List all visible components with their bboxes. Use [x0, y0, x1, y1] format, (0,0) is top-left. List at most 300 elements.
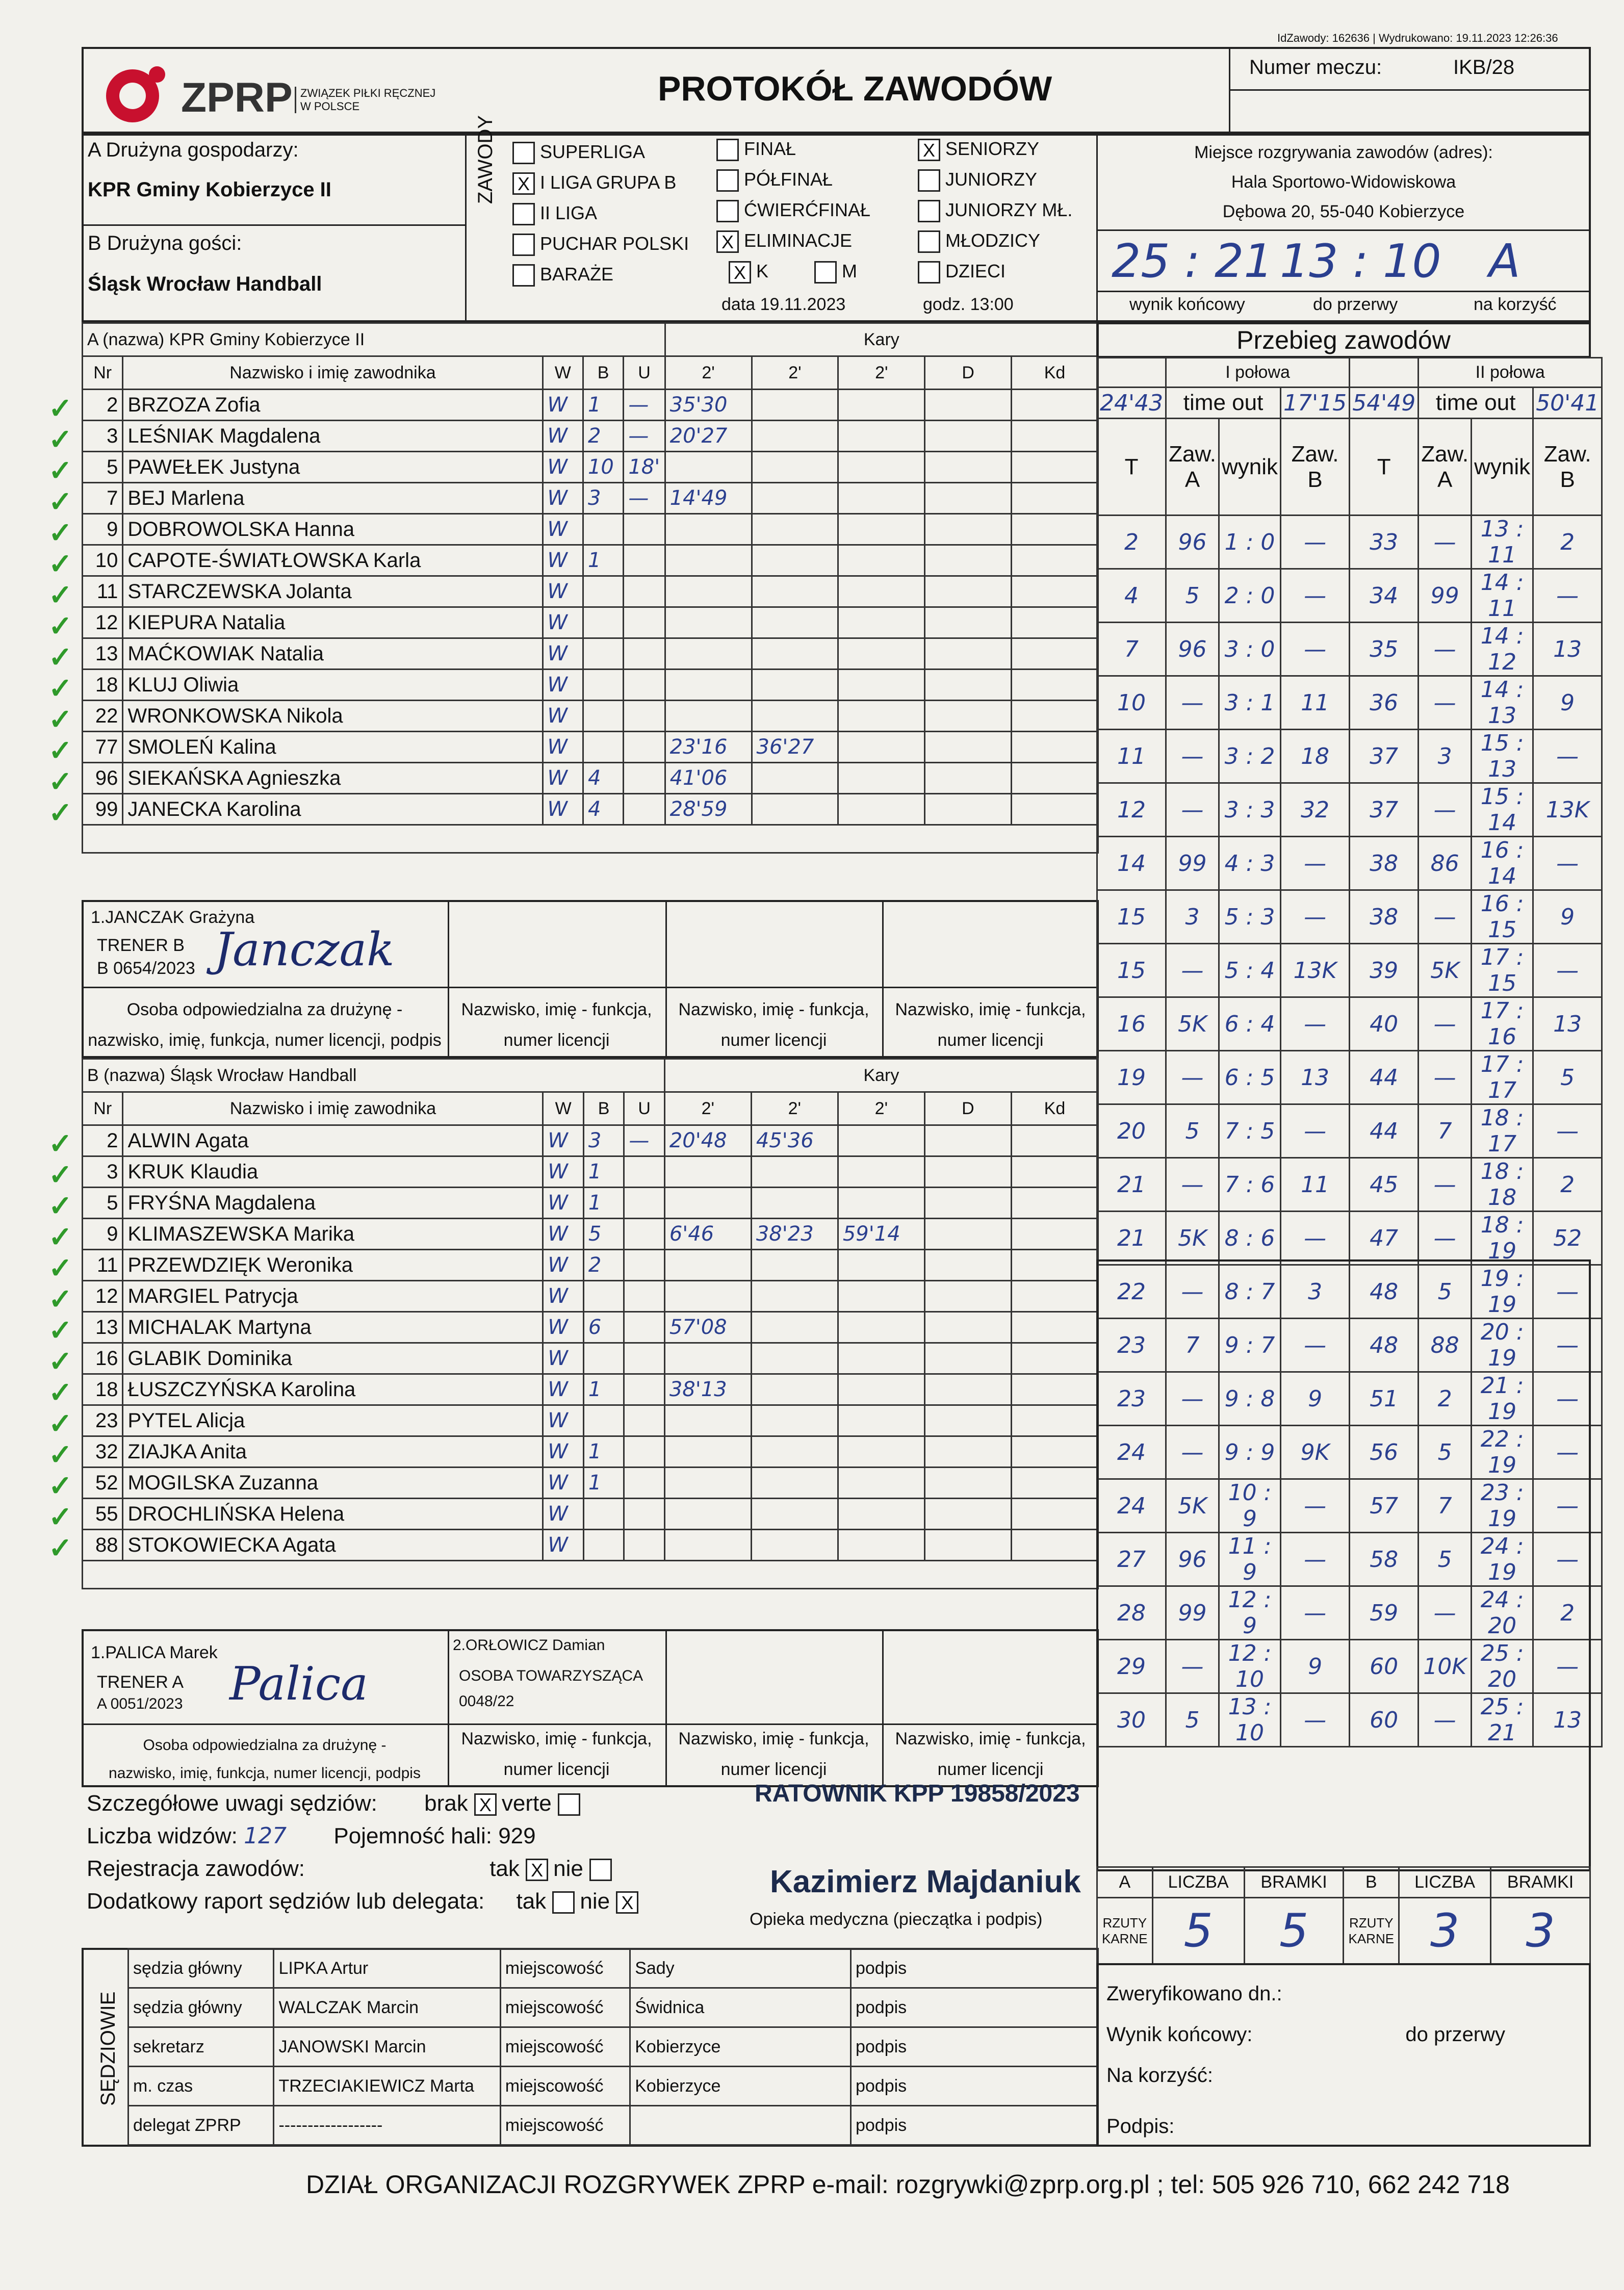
- flow-cell: 13: [1281, 1051, 1350, 1104]
- flow-cell: 86: [1419, 837, 1472, 890]
- player-penalty-1: [664, 1499, 751, 1530]
- checkmark-icon: ✓: [48, 703, 72, 735]
- flow-cell: 15 : 14: [1472, 783, 1533, 837]
- referee-row: [128, 2106, 1098, 2145]
- team-a-name: KPR Gminy Kobierzyce II: [88, 178, 331, 201]
- flow-cell: 28: [1097, 1586, 1166, 1640]
- flow-cell: —: [1419, 1212, 1472, 1265]
- team-a-player-row: [83, 390, 1098, 421]
- flow-row: [1097, 676, 1602, 730]
- flow-cell: 13 : 11: [1472, 516, 1533, 569]
- player-empty-cell: [925, 545, 1012, 576]
- flow-cell: —: [1281, 1104, 1350, 1158]
- flow-cell: 19 : 19: [1472, 1265, 1533, 1319]
- player-w: W: [543, 1468, 583, 1499]
- flow-cell: 34: [1350, 569, 1419, 623]
- flow-cell: 14: [1097, 837, 1166, 890]
- player-empty-cell: [925, 638, 1012, 670]
- flow-cell: 3: [1419, 730, 1472, 783]
- player-w: W: [543, 390, 583, 421]
- flow-cell: 88: [1419, 1319, 1472, 1372]
- winner-label: na korzyść: [1474, 295, 1557, 314]
- player-warning: —: [624, 483, 665, 514]
- player-penalty-1: 38'13: [664, 1374, 751, 1405]
- flow-cell: 7: [1419, 1104, 1472, 1158]
- flow-cell: —: [1166, 783, 1219, 837]
- player-penalty-3: [838, 1250, 924, 1281]
- flow-cell: 38: [1350, 890, 1419, 944]
- checkmark-icon: ✓: [48, 641, 72, 673]
- flow-cell: 3 : 3: [1219, 783, 1281, 837]
- player-empty-cell: [924, 1468, 1011, 1499]
- flow-cell: —: [1419, 676, 1472, 730]
- player-number: 2: [83, 390, 123, 421]
- player-penalty-3: [838, 1281, 924, 1312]
- player-name: PAWEŁEK Justyna: [123, 452, 543, 483]
- flow-cell: —: [1533, 1426, 1602, 1479]
- player-goals: [583, 1281, 624, 1312]
- town-label: miejscowość: [500, 1988, 630, 2027]
- player-w: W: [543, 763, 583, 794]
- flow-cell: 7: [1419, 1479, 1472, 1533]
- flow-cell: 2: [1533, 1586, 1602, 1640]
- referee-role: m. czas: [128, 2067, 274, 2106]
- team-a-player-row: [83, 638, 1098, 670]
- player-empty-cell: [1012, 670, 1098, 701]
- player-empty-cell: [1011, 1374, 1098, 1405]
- player-penalty-1: [665, 638, 752, 670]
- player-penalty-2: 36'27: [752, 732, 838, 763]
- flow-cell: —: [1166, 730, 1219, 783]
- flow-cell: 96: [1166, 1533, 1219, 1586]
- competition-ii-liga: II LIGA: [512, 198, 689, 228]
- flow-cell: 2: [1419, 1372, 1472, 1426]
- player-name: LEŚNIAK Magdalena: [123, 421, 543, 452]
- player-name: KRUK Klaudia: [123, 1156, 543, 1188]
- player-penalty-1: [664, 1188, 751, 1219]
- flow-cell: 39: [1350, 944, 1419, 997]
- flow-cell: —: [1419, 890, 1472, 944]
- player-penalty-2: [752, 421, 838, 452]
- match-time: godz. 13:00: [923, 295, 1014, 314]
- sign-label: podpis: [850, 2067, 1098, 2106]
- flow-cell: 3: [1281, 1265, 1350, 1319]
- player-w: W: [543, 545, 583, 576]
- flow-cell: 10: [1097, 676, 1166, 730]
- player-penalty-2: [751, 1436, 838, 1468]
- verification-block: Zweryfikowano dn.: Wynik końcowy: do przerwy Na korzyść: Podpis:: [1106, 1983, 1506, 2138]
- competition-i-liga: X I LIGA GRUPA B: [512, 167, 689, 198]
- flow-row: [1097, 623, 1602, 676]
- checkmark-icon: ✓: [48, 1470, 72, 1502]
- category-list: [918, 134, 1072, 287]
- checkmark-icon: ✓: [48, 1376, 72, 1408]
- player-empty-cell: [1012, 483, 1098, 514]
- team-b-player-row: [83, 1405, 1098, 1436]
- player-w: W: [543, 1188, 583, 1219]
- player-empty-cell: [1012, 794, 1098, 825]
- flow-cell: 7 : 5: [1219, 1104, 1281, 1158]
- team-a-heading: A (nazwa) KPR Gminy Kobierzyce II: [83, 323, 665, 356]
- flow-cell: 37: [1350, 730, 1419, 783]
- flow-cell: 16 : 15: [1472, 890, 1533, 944]
- sign-label: podpis: [850, 2106, 1098, 2145]
- flow-cell: 18 : 18: [1472, 1158, 1533, 1212]
- team-b-player-row: [83, 1125, 1098, 1156]
- player-goals: [583, 701, 623, 732]
- flow-cell: —: [1533, 1372, 1602, 1426]
- player-empty-cell: [1011, 1250, 1098, 1281]
- player-goals: [583, 732, 623, 763]
- player-warning: 18': [624, 452, 665, 483]
- team-b-heading: B (nazwa) Śląsk Wrocław Handball: [83, 1059, 665, 1092]
- player-penalty-2: [752, 545, 838, 576]
- flow-cell: 60: [1350, 1640, 1419, 1693]
- checkmark-icon: ✓: [48, 517, 72, 549]
- checkmark-icon: ✓: [48, 454, 72, 486]
- player-penalty-2: 38'23: [751, 1219, 838, 1250]
- flow-cell: —: [1419, 1158, 1472, 1212]
- flow-cell: —: [1533, 569, 1602, 623]
- team-b-player-row: [83, 1250, 1098, 1281]
- flow-cell: —: [1533, 1533, 1602, 1586]
- player-w: W: [543, 1436, 583, 1468]
- checkmark-icon: ✓: [48, 1345, 72, 1377]
- checkmark-icon: ✓: [48, 392, 72, 424]
- checkmark-icon: ✓: [48, 1283, 72, 1315]
- player-empty-cell: [925, 701, 1012, 732]
- player-warning: [624, 1281, 664, 1312]
- player-warning: [624, 1219, 664, 1250]
- flow-cell: 37: [1350, 783, 1419, 837]
- checkmark-icon: ✓: [48, 1532, 72, 1564]
- player-number: 11: [83, 1250, 123, 1281]
- player-empty-cell: [924, 1156, 1011, 1188]
- player-goals: 4: [583, 794, 623, 825]
- player-name: MOGILSKA Zuzanna: [123, 1468, 543, 1499]
- team-b-player-row: [83, 1312, 1098, 1343]
- spectators-value: 127: [244, 1823, 287, 1849]
- checkmark-icon: ✓: [48, 1159, 72, 1191]
- player-number: 2: [83, 1125, 123, 1156]
- team-b-label: B Drużyna gości:: [88, 232, 242, 254]
- player-goals: 2: [583, 421, 623, 452]
- player-empty-cell: [1012, 763, 1098, 794]
- penalties-b-goals: 3: [1491, 1898, 1590, 1964]
- checkmark-icon: ✓: [48, 423, 72, 455]
- flow-row: [1097, 783, 1602, 837]
- flow-cell: 7: [1166, 1319, 1219, 1372]
- match-date: data 19.11.2023: [721, 295, 846, 314]
- player-warning: —: [624, 421, 665, 452]
- flow-cell: 15: [1097, 944, 1166, 997]
- flow-cell: 5K: [1166, 1212, 1219, 1265]
- town-label: miejscowość: [500, 2027, 630, 2067]
- player-penalty-2: [751, 1343, 838, 1374]
- player-warning: [624, 545, 665, 576]
- player-empty-cell: [924, 1405, 1011, 1436]
- flow-cell: —: [1281, 837, 1350, 890]
- flow-cell: 58: [1350, 1533, 1419, 1586]
- handball-logo-icon: [97, 60, 189, 126]
- checkmark-icon: ✓: [48, 579, 72, 611]
- player-number: 9: [83, 514, 123, 545]
- flow-cell: 10 : 9: [1219, 1479, 1281, 1533]
- phase-quarter: ĆWIERĆFINAŁ: [716, 195, 870, 225]
- player-penalty-2: [752, 483, 838, 514]
- player-penalty-2: [752, 576, 838, 607]
- flow-cell: 24 : 19: [1472, 1533, 1533, 1586]
- flow-cell: —: [1166, 676, 1219, 730]
- player-name: KLUJ Oliwia: [123, 670, 543, 701]
- flow-cell: 2 : 0: [1219, 569, 1281, 623]
- flow-cell: 6 : 5: [1219, 1051, 1281, 1104]
- flow-cell: 12 : 10: [1219, 1640, 1281, 1693]
- team-a-player-row: [83, 514, 1098, 545]
- player-warning: [624, 701, 665, 732]
- flow-cell: 52: [1533, 1212, 1602, 1265]
- player-name: SIEKAŃSKA Agnieszka: [123, 763, 543, 794]
- player-empty-cell: [1012, 638, 1098, 670]
- checkmark-icon: ✓: [48, 610, 72, 642]
- flow-cell: 99: [1166, 837, 1219, 890]
- player-warning: [624, 794, 665, 825]
- player-number: 5: [83, 1188, 123, 1219]
- checkmark-icon: ✓: [48, 672, 72, 704]
- player-empty-cell: [925, 607, 1012, 638]
- flow-cell: 20: [1097, 1104, 1166, 1158]
- player-w: W: [543, 483, 583, 514]
- referees-table-wrap: [127, 1948, 1099, 2146]
- player-w: W: [543, 1499, 583, 1530]
- team-b-player-row: [83, 1530, 1098, 1561]
- player-penalty-1: [664, 1530, 751, 1561]
- player-penalty-3: [838, 1125, 924, 1156]
- flow-cell: —: [1419, 1051, 1472, 1104]
- flow-cell: 2: [1097, 516, 1166, 569]
- player-number: 88: [83, 1530, 123, 1561]
- flow-cell: 44: [1350, 1104, 1419, 1158]
- player-penalty-1: 6'46: [664, 1219, 751, 1250]
- medical-stamp-line1: RATOWNIK KPP 19858/2023: [755, 1780, 1080, 1807]
- player-number: 77: [83, 732, 123, 763]
- checkmark-icon: ✓: [48, 734, 72, 766]
- player-w: W: [543, 1343, 583, 1374]
- flow-cell: 5: [1419, 1533, 1472, 1586]
- player-number: 11: [83, 576, 123, 607]
- flow-cell: —: [1166, 1372, 1219, 1426]
- player-name: FRYŚNA Magdalena: [123, 1188, 543, 1219]
- player-w: W: [543, 1405, 583, 1436]
- flow-cell: 4 : 3: [1219, 837, 1281, 890]
- flow-cell: 7: [1097, 623, 1166, 676]
- player-number: 3: [83, 421, 123, 452]
- phase-list: [716, 134, 870, 287]
- flow-cell: 14 : 12: [1472, 623, 1533, 676]
- player-penalty-2: [752, 701, 838, 732]
- referee-role: sędzia główny: [128, 1949, 274, 1988]
- flow-cell: 14 : 13: [1472, 676, 1533, 730]
- competition-puchar: PUCHAR POLSKI: [512, 228, 689, 259]
- team-a-player-row: [83, 421, 1098, 452]
- sign-label: podpis: [850, 2027, 1098, 2067]
- player-penalty-2: [751, 1405, 838, 1436]
- flow-cell: —: [1166, 1158, 1219, 1212]
- competition-superliga: SUPERLIGA: [512, 137, 689, 167]
- team-b-official2-licence: 0048/22: [459, 1693, 514, 1710]
- player-goals: 2: [583, 1250, 624, 1281]
- town-label: miejscowość: [500, 2067, 630, 2106]
- player-number: 18: [83, 670, 123, 701]
- phase-elim: X ELIMINACJE: [716, 225, 870, 256]
- player-penalty-2: [751, 1281, 838, 1312]
- player-penalty-3: 59'14: [838, 1219, 924, 1250]
- flow-cell: 13K: [1533, 783, 1602, 837]
- checkmark-icon: ✓: [48, 796, 72, 829]
- flow-cell: —: [1281, 1533, 1350, 1586]
- player-warning: [624, 1343, 664, 1374]
- team-b-player-row: [83, 1281, 1098, 1312]
- player-empty-cell: [1011, 1468, 1098, 1499]
- flow-cell: 30: [1097, 1693, 1166, 1747]
- player-empty-cell: [924, 1188, 1011, 1219]
- flow-cell: —: [1533, 1479, 1602, 1533]
- flow-cell: 8 : 7: [1219, 1265, 1281, 1319]
- player-penalty-3: [838, 763, 925, 794]
- player-penalty-3: [838, 1343, 924, 1374]
- player-name: MAĆKOWIAK Natalia: [123, 638, 543, 670]
- flow-cell: 99: [1419, 569, 1472, 623]
- player-goals: 3: [583, 483, 623, 514]
- player-penalty-3: [838, 670, 925, 701]
- checkmark-icon: ✓: [48, 1190, 72, 1222]
- flow-cell: —: [1419, 623, 1472, 676]
- flow-cell: 24: [1097, 1479, 1166, 1533]
- flow-cell: 17 : 15: [1472, 944, 1533, 997]
- checkmark-icon: ✓: [48, 485, 72, 518]
- flow-heading: Przebieg zawodów: [1236, 326, 1451, 354]
- player-goals: 1: [583, 1188, 624, 1219]
- player-penalty-1: [665, 576, 752, 607]
- flow-cell: 9: [1281, 1372, 1350, 1426]
- player-w: W: [543, 1312, 583, 1343]
- flow-cell: 9: [1533, 676, 1602, 730]
- player-penalty-1: [664, 1405, 751, 1436]
- player-empty-cell: [924, 1250, 1011, 1281]
- medical-stamp-line2: Kazimierz Majdaniuk: [770, 1864, 1081, 1899]
- footer-contact: DZIAŁ ORGANIZACJI ROZGRYWEK ZPRP e-mail: rozgrywki@zprp.org.pl ; tel: 505 926 710, 662 242 718: [306, 2170, 1510, 2199]
- player-penalty-1: [664, 1250, 751, 1281]
- player-name: STOKOWIECKA Agata: [123, 1530, 543, 1561]
- match-number-label: Numer meczu:: [1249, 56, 1382, 79]
- category-seniorzy: X SENIORZY: [918, 134, 1072, 164]
- player-warning: [624, 1530, 664, 1561]
- flow-cell: —: [1281, 623, 1350, 676]
- player-empty-cell: [924, 1436, 1011, 1468]
- half-score-label: do przerwy: [1313, 295, 1398, 314]
- flow-cell: 35: [1350, 623, 1419, 676]
- flow-cell: —: [1281, 1693, 1350, 1747]
- flow-cell: 22: [1097, 1265, 1166, 1319]
- flow-cell: 13: [1533, 1693, 1602, 1747]
- player-penalty-2: [752, 390, 838, 421]
- flow-cell: —: [1533, 1265, 1602, 1319]
- player-empty-cell: [924, 1343, 1011, 1374]
- player-w: W: [543, 670, 583, 701]
- player-empty-cell: [925, 794, 1012, 825]
- player-name: WRONKOWSKA Nikola: [123, 701, 543, 732]
- player-penalty-1: 20'27: [665, 421, 752, 452]
- timeout-b2: 50'41: [1533, 388, 1602, 419]
- medical-caption: Opieka medyczna (pieczątka i podpis): [750, 1910, 1043, 1929]
- flow-cell: —: [1166, 1265, 1219, 1319]
- flow-row: [1097, 1104, 1602, 1158]
- player-w: W: [543, 1156, 583, 1188]
- flow-cell: 9 : 7: [1219, 1319, 1281, 1372]
- player-number: 5: [83, 452, 123, 483]
- player-name: GLABIK Dominika: [123, 1343, 543, 1374]
- flow-cell: 13: [1533, 997, 1602, 1051]
- player-empty-cell: [924, 1312, 1011, 1343]
- team-a-coach-licence: B 0654/2023: [97, 959, 195, 978]
- flow-cell: 9K: [1281, 1426, 1350, 1479]
- timeout-b1: 17'15: [1281, 388, 1350, 419]
- referee-role: sekretarz: [128, 2027, 274, 2067]
- flow-cell: 59: [1350, 1586, 1419, 1640]
- half-score: 13 : 10: [1280, 235, 1441, 288]
- player-penalty-1: [664, 1156, 751, 1188]
- flow-cell: 99: [1166, 1586, 1219, 1640]
- player-empty-cell: [1012, 732, 1098, 763]
- player-penalty-2: [751, 1499, 838, 1530]
- player-penalty-2: [751, 1156, 838, 1188]
- flow-cell: 14 : 11: [1472, 569, 1533, 623]
- player-goals: [583, 576, 623, 607]
- player-penalty-3: [838, 1436, 924, 1468]
- flow-cell: 5: [1419, 1426, 1472, 1479]
- player-empty-cell: [925, 421, 1012, 452]
- flow-cell: —: [1533, 837, 1602, 890]
- flow-cell: 56: [1350, 1426, 1419, 1479]
- player-name: BRZOZA Zofia: [123, 390, 543, 421]
- player-penalty-2: [751, 1530, 838, 1561]
- team-a-player-row: [83, 794, 1098, 825]
- team-b-coach-signature: Palica: [229, 1657, 368, 1711]
- player-warning: —: [624, 1125, 664, 1156]
- flow-cell: 19: [1097, 1051, 1166, 1104]
- flow-cell: 21: [1097, 1212, 1166, 1265]
- flow-cell: —: [1166, 944, 1219, 997]
- player-penalty-3: [838, 545, 925, 576]
- checkmark-icon: ✓: [48, 1501, 72, 1533]
- team-a-coach-signature: Janczak: [214, 923, 395, 976]
- referee-town: Świdnica: [630, 1988, 851, 2027]
- flow-cell: 96: [1166, 516, 1219, 569]
- player-goals: 1: [583, 545, 623, 576]
- player-penalty-1: [665, 545, 752, 576]
- player-number: 16: [83, 1343, 123, 1374]
- competition-list: [512, 137, 689, 290]
- checkmark-icon: ✓: [48, 1221, 72, 1253]
- player-empty-cell: [924, 1125, 1011, 1156]
- flow-cell: —: [1419, 783, 1472, 837]
- team-b-official2-name: 2.ORŁOWICZ Damian: [453, 1637, 605, 1654]
- flow-cell: 15 : 13: [1472, 730, 1533, 783]
- flow-cell: 13K: [1281, 944, 1350, 997]
- player-warning: [624, 1156, 664, 1188]
- flow-cell: 44: [1350, 1051, 1419, 1104]
- checkmark-icon: ✓: [48, 1407, 72, 1439]
